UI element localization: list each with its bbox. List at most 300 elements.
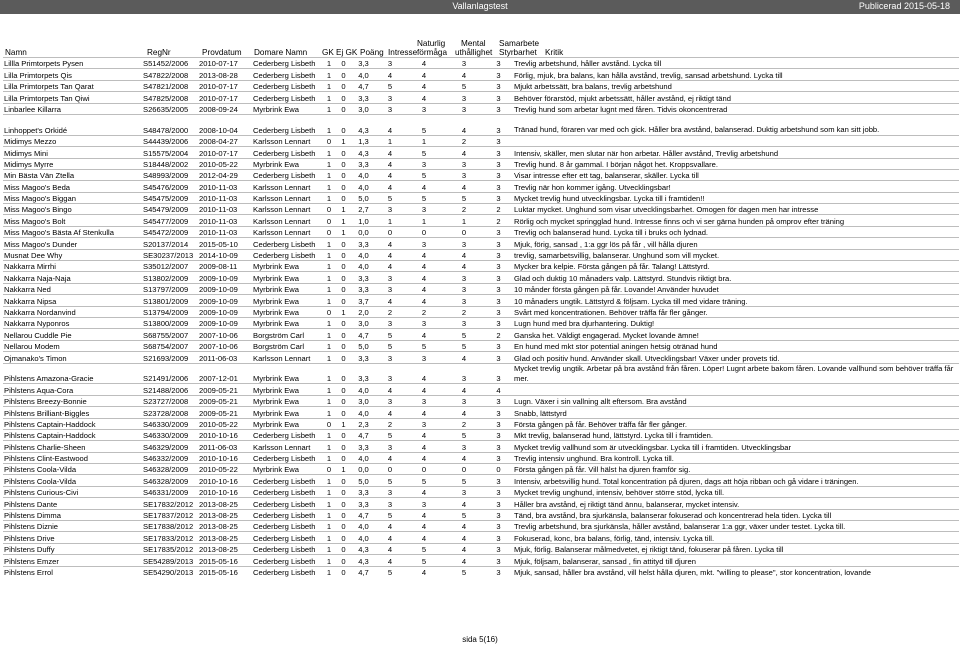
judge-name: Myrbrink Ewa <box>252 295 322 306</box>
gk-value: 1 <box>322 352 336 363</box>
cooperation-value: 4 <box>484 384 513 395</box>
reg-number: S35012/2007 <box>142 261 198 272</box>
mental-stamina-value: 5 <box>444 429 484 440</box>
ejgk-value: 0 <box>336 363 351 384</box>
cooperation-value: 3 <box>484 238 513 249</box>
judge-name: Karlsson Lennart <box>252 204 322 215</box>
judge-name: Karlsson Lennart <box>252 135 322 146</box>
critique-text: Mjukt arbetssätt, bra balans, trevlig arbetshund <box>513 80 959 91</box>
score-value: 4,7 <box>351 80 376 91</box>
critique-text: Fokuserad, konc, bra balans, förlig, tänd, intensiv. Lycka till. <box>513 532 959 543</box>
gk-value: 1 <box>322 543 336 554</box>
reg-number: SE17835/2012 <box>142 543 198 554</box>
gk-value: 1 <box>322 181 336 192</box>
interest-value: 4 <box>376 69 404 80</box>
judge-name: Cederberg Lisbeth <box>252 532 322 543</box>
cooperation-value: 3 <box>484 158 513 169</box>
dog-name: Miss Magoo's Biggan <box>3 192 142 203</box>
table-row <box>3 58 959 69</box>
mental-stamina-value: 4 <box>444 181 484 192</box>
interest-value: 4 <box>376 181 404 192</box>
natural-ability-value: 3 <box>404 238 444 249</box>
dog-name: Min Bästa Vän Ztella <box>3 169 142 180</box>
score-value: 3,0 <box>351 395 376 406</box>
mental-stamina-value: 5 <box>444 80 484 91</box>
judge-name: Cederberg Lisbeth <box>252 147 322 158</box>
critique-text: Behöver förarstöd, mjukt arbetssätt, håller avstånd, ej riktigt tänd <box>513 92 959 103</box>
interest-value: 4 <box>376 238 404 249</box>
mental-stamina-value: 5 <box>444 475 484 486</box>
dog-name: Miss Magoo's Bingo <box>3 204 142 215</box>
judge-name: Cederberg Lisbeth <box>252 543 322 554</box>
test-date: 2008-04-27 <box>198 135 252 146</box>
header-regnr: RegNr <box>147 48 171 57</box>
dog-name: Ojmanako's Timon <box>3 352 142 363</box>
interest-value: 0 <box>376 226 404 237</box>
mental-stamina-value: 4 <box>444 249 484 260</box>
mental-stamina-value: 3 <box>444 272 484 283</box>
dog-name: Pihlstens Aqua-Cora <box>3 384 142 395</box>
dog-name: Pihlstens Drive <box>3 532 142 543</box>
test-date: 2009-05-21 <box>198 407 252 418</box>
reg-number: S47825/2008 <box>142 92 198 103</box>
test-date: 2015-05-10 <box>198 238 252 249</box>
mental-stamina-value: 3 <box>444 92 484 103</box>
critique-text: Trevlig och balanserad hund. Lycka till i bruks och lydnad. <box>513 226 959 237</box>
gk-value: 1 <box>322 92 336 103</box>
natural-ability-value: 4 <box>404 58 444 69</box>
test-date: 2013-08-25 <box>198 543 252 554</box>
natural-ability-value: 4 <box>404 295 444 306</box>
reg-number: S18448/2002 <box>142 158 198 169</box>
ejgk-value: 0 <box>336 249 351 260</box>
dog-name: Lilla Primtorpets Qis <box>3 69 142 80</box>
ejgk-value: 1 <box>336 204 351 215</box>
test-date: 2010-07-17 <box>198 80 252 91</box>
judge-name: Cederberg Lisbeth <box>252 566 322 577</box>
score-value: 2,0 <box>351 306 376 317</box>
dog-name: Pihlstens Curious-Civi <box>3 486 142 497</box>
score-value: 3,3 <box>351 58 376 69</box>
interest-value: 5 <box>376 429 404 440</box>
cooperation-value: 3 <box>484 103 513 114</box>
natural-ability-value: 3 <box>404 498 444 509</box>
score-value: 3,3 <box>351 363 376 384</box>
test-date: 2013-08-25 <box>198 521 252 532</box>
critique-text: Trevlig intensiv unghund. Bra kontroll. Lycka till. <box>513 452 959 463</box>
header-naturlig-2: förmåga <box>417 48 448 57</box>
ejgk-value: 0 <box>336 283 351 294</box>
critique-text: Snabb, lättstyrd <box>513 407 959 418</box>
judge-name: Karlsson Lennart <box>252 352 322 363</box>
ejgk-value: 0 <box>336 238 351 249</box>
mental-stamina-value: 5 <box>444 509 484 520</box>
mental-stamina-value: 5 <box>444 192 484 203</box>
dog-name: Linhoppet's Orkidé <box>3 114 142 135</box>
cooperation-value: 3 <box>484 340 513 351</box>
natural-ability-value: 4 <box>404 283 444 294</box>
judge-name: Cederberg Lisbeth <box>252 486 322 497</box>
gk-value: 0 <box>322 215 336 226</box>
gk-value: 1 <box>322 103 336 114</box>
cooperation-value: 3 <box>484 486 513 497</box>
reg-number: S46330/2009 <box>142 429 198 440</box>
gk-value: 1 <box>322 158 336 169</box>
cooperation-value: 3 <box>484 283 513 294</box>
natural-ability-value: 5 <box>404 340 444 351</box>
score-value: 3,3 <box>351 486 376 497</box>
test-date: 2015-05-16 <box>198 566 252 577</box>
judge-name: Cederberg Lisbeth <box>252 452 322 463</box>
dog-name: Nakkarra Nipsa <box>3 295 142 306</box>
ejgk-value: 0 <box>336 429 351 440</box>
test-date: 2009-08-11 <box>198 261 252 272</box>
natural-ability-value: 4 <box>404 532 444 543</box>
table-row <box>3 295 959 306</box>
mental-stamina-value: 4 <box>444 532 484 543</box>
gk-value: 1 <box>322 395 336 406</box>
critique-text: Ganska het. Väldigt engagerad. Mycket lovande ämne! <box>513 329 959 340</box>
ejgk-value: 0 <box>336 384 351 395</box>
test-date: 2009-10-09 <box>198 283 252 294</box>
critique-text: Mycket trevlig hund utvecklingsbar. Lycka till i framtiden!! <box>513 192 959 203</box>
judge-name: Myrbrink Ewa <box>252 464 322 475</box>
header-domare: Domare Namn <box>254 48 308 57</box>
score-value: 3,3 <box>351 352 376 363</box>
test-date: 2009-10-09 <box>198 272 252 283</box>
report-title: Vallanlagstest <box>452 1 508 11</box>
interest-value: 4 <box>376 158 404 169</box>
critique-text <box>513 135 959 146</box>
judge-name: Cederberg Lisbeth <box>252 521 322 532</box>
mental-stamina-value: 3 <box>444 295 484 306</box>
test-date: 2010-11-03 <box>198 181 252 192</box>
critique-text: Trevlig arbetshund, håller avstånd. Lycka till <box>513 58 959 69</box>
judge-name: Borgström Carl <box>252 329 322 340</box>
test-date: 2010-05-22 <box>198 418 252 429</box>
mental-stamina-value: 4 <box>444 498 484 509</box>
dog-name: Pihlstens Emzer <box>3 555 142 566</box>
ejgk-value: 0 <box>336 80 351 91</box>
ejgk-value: 0 <box>336 103 351 114</box>
cooperation-value: 3 <box>484 192 513 203</box>
mental-stamina-value: 3 <box>444 58 484 69</box>
ejgk-value: 0 <box>336 58 351 69</box>
interest-value: 3 <box>376 486 404 497</box>
reg-number: SE54289/2013 <box>142 555 198 566</box>
table-row <box>3 384 959 395</box>
mental-stamina-value: 3 <box>444 395 484 406</box>
dog-name: Midimys Myrre <box>3 158 142 169</box>
judge-name: Cederberg Lisbeth <box>252 92 322 103</box>
reg-number: S51452/2006 <box>142 58 198 69</box>
header-kritik: Kritik <box>545 48 564 57</box>
interest-value: 4 <box>376 407 404 418</box>
dog-name: Lilla Primtorpets Tan Qarat <box>3 80 142 91</box>
table-row <box>3 340 959 351</box>
cooperation-value: 3 <box>484 92 513 103</box>
reg-number: S21491/2006 <box>142 363 198 384</box>
mental-stamina-value: 4 <box>444 407 484 418</box>
mental-stamina-value: 5 <box>444 566 484 577</box>
dog-name: Midimys Mezzo <box>3 135 142 146</box>
cooperation-value: 3 <box>484 429 513 440</box>
score-value: 3,0 <box>351 103 376 114</box>
interest-value: 3 <box>376 363 404 384</box>
score-value: 4,3 <box>351 543 376 554</box>
header-intresse: Intresse <box>388 48 418 57</box>
interest-value: 5 <box>376 340 404 351</box>
mental-stamina-value: 4 <box>444 521 484 532</box>
interest-value: 3 <box>376 395 404 406</box>
critique-text: Trevlig hund som arbetar lugnt med fåren. Tidvis okoncentrerad <box>513 103 959 114</box>
judge-name: Cederberg Lisbeth <box>252 509 322 520</box>
gk-value: 1 <box>322 69 336 80</box>
judge-name: Myrbrink Ewa <box>252 306 322 317</box>
ejgk-value: 0 <box>336 475 351 486</box>
natural-ability-value: 5 <box>404 169 444 180</box>
natural-ability-value: 4 <box>404 407 444 418</box>
critique-text: Lugn. Växer i sin vallning allt eftersom. Bra avstånd <box>513 395 959 406</box>
judge-name: Cederberg Lisbeth <box>252 429 322 440</box>
gk-value: 0 <box>322 464 336 475</box>
test-date: 2010-11-03 <box>198 192 252 203</box>
ejgk-value: 1 <box>336 464 351 475</box>
critique-text: Intensiv, skäller, men slutar när hon arbetar. Håller avstånd, Trevlig arbetshund <box>513 147 959 158</box>
natural-ability-value: 0 <box>404 464 444 475</box>
score-value: 5,0 <box>351 340 376 351</box>
critique-text: Trevlig hund. 8 år gammal. I början något het. Kroppsvallare. <box>513 158 959 169</box>
header-ejgk: Ej GK <box>336 48 358 57</box>
judge-name: Karlsson Lennart <box>252 215 322 226</box>
ejgk-value: 0 <box>336 521 351 532</box>
score-value: 4,3 <box>351 147 376 158</box>
cooperation-value: 3 <box>484 80 513 91</box>
dog-name: Linbarlee Killarra <box>3 103 142 114</box>
cooperation-value: 3 <box>484 441 513 452</box>
ejgk-value: 0 <box>336 340 351 351</box>
test-date: 2010-05-22 <box>198 158 252 169</box>
critique-text: trevlig, samarbetsvillig, balanserar. Unghund som vill mycket. <box>513 249 959 260</box>
gk-value: 0 <box>322 226 336 237</box>
mental-stamina-value: 0 <box>444 464 484 475</box>
natural-ability-value: 3 <box>404 103 444 114</box>
ejgk-value: 0 <box>336 261 351 272</box>
judge-name: Cederberg Lisbeth <box>252 169 322 180</box>
gk-value: 1 <box>322 509 336 520</box>
interest-value: 2 <box>376 306 404 317</box>
score-value: 4,3 <box>351 114 376 135</box>
reg-number: S47822/2008 <box>142 69 198 80</box>
dog-name: Nellarou Modem <box>3 340 142 351</box>
ejgk-value: 0 <box>336 452 351 463</box>
reg-number: S26635/2005 <box>142 103 198 114</box>
dog-name: Pihlstens Errol <box>3 566 142 577</box>
table-row <box>3 158 959 169</box>
mental-stamina-value: 4 <box>444 543 484 554</box>
ejgk-value: 0 <box>336 509 351 520</box>
dog-name: Lilla Primtorpets Tan Qiwi <box>3 92 142 103</box>
dog-name: Pihlstens Coola-Vilda <box>3 475 142 486</box>
score-value: 4,0 <box>351 532 376 543</box>
score-value: 4,0 <box>351 169 376 180</box>
natural-ability-value: 3 <box>404 318 444 329</box>
judge-name: Myrbrink Ewa <box>252 418 322 429</box>
header-provdatum: Provdatum <box>202 48 242 57</box>
mental-stamina-value: 3 <box>444 169 484 180</box>
interest-value: 5 <box>376 192 404 203</box>
cooperation-value: 3 <box>484 352 513 363</box>
critique-text: Mjuk, förig, sansad , 1:a ggr lös på får , vill hålla djuren <box>513 238 959 249</box>
header-naturlig-1: Naturlig <box>417 39 446 48</box>
cooperation-value: 3 <box>484 555 513 566</box>
table-row <box>3 566 959 577</box>
gk-value: 1 <box>322 555 336 566</box>
ejgk-value: 0 <box>336 441 351 452</box>
judge-name: Myrbrink Ewa <box>252 261 322 272</box>
gk-value: 1 <box>322 249 336 260</box>
judge-name: Myrbrink Ewa <box>252 363 322 384</box>
test-date: 2007-10-06 <box>198 329 252 340</box>
ejgk-value: 0 <box>336 169 351 180</box>
critique-text: 10 månaders ungtik. Lättstyrd & följsam. Lycka till med vidare träning. <box>513 295 959 306</box>
interest-value: 4 <box>376 555 404 566</box>
table-row <box>3 509 959 520</box>
ejgk-value: 0 <box>336 329 351 340</box>
mental-stamina-value: 3 <box>444 103 484 114</box>
judge-name: Cederberg Lisbeth <box>252 555 322 566</box>
interest-value: 4 <box>376 532 404 543</box>
header-samarbete-2: Styrbarhet <box>499 48 537 57</box>
score-value: 3,3 <box>351 498 376 509</box>
score-value: 4,0 <box>351 249 376 260</box>
reg-number: S15575/2004 <box>142 147 198 158</box>
gk-value: 1 <box>322 295 336 306</box>
interest-value: 5 <box>376 329 404 340</box>
test-date: 2010-07-17 <box>198 147 252 158</box>
score-value: 4,0 <box>351 181 376 192</box>
mental-stamina-value: 4 <box>444 555 484 566</box>
critique-text: Rörlig och mycket springglad hund. Intresse finns och vi ser gärna hunden på omprov efter träning <box>513 215 959 226</box>
table-row <box>3 181 959 192</box>
judge-name: Cederberg Lisbeth <box>252 475 322 486</box>
interest-value: 4 <box>376 261 404 272</box>
table-row <box>3 543 959 554</box>
interest-value: 4 <box>376 295 404 306</box>
judge-name: Borgström Carl <box>252 340 322 351</box>
judge-name: Myrbrink Ewa <box>252 407 322 418</box>
ejgk-value: 0 <box>336 486 351 497</box>
interest-value: 4 <box>376 452 404 463</box>
reg-number: S13802/2009 <box>142 272 198 283</box>
critique-text: Mycket trevlig ungtik. Arbetar på bra avstånd från fåren. Löper! Lugnt arbete bakom fåren. Lovande vallhund som behöver träffa får mer. <box>513 363 959 384</box>
test-date: 2010-07-17 <box>198 92 252 103</box>
cooperation-value: 2 <box>484 215 513 226</box>
score-value: 2,3 <box>351 418 376 429</box>
gk-value: 1 <box>322 429 336 440</box>
natural-ability-value: 5 <box>404 147 444 158</box>
cooperation-value: 3 <box>484 181 513 192</box>
natural-ability-value: 4 <box>404 181 444 192</box>
natural-ability-value: 4 <box>404 363 444 384</box>
dog-name: Pihlstens Dante <box>3 498 142 509</box>
ejgk-value: 0 <box>336 566 351 577</box>
score-value: 4,0 <box>351 261 376 272</box>
ejgk-value: 0 <box>336 192 351 203</box>
ejgk-value: 0 <box>336 181 351 192</box>
test-date: 2013-08-28 <box>198 69 252 80</box>
table-row <box>3 306 959 317</box>
natural-ability-value: 3 <box>404 395 444 406</box>
table-row <box>3 114 959 135</box>
gk-value: 1 <box>322 532 336 543</box>
gk-value: 1 <box>322 58 336 69</box>
table-row <box>3 475 959 486</box>
critique-text <box>513 384 959 395</box>
critique-text: 10 månder första gången på får. Lovande! Använder huvudet <box>513 283 959 294</box>
test-date: 2010-05-22 <box>198 464 252 475</box>
mental-stamina-value: 0 <box>444 226 484 237</box>
natural-ability-value: 3 <box>404 418 444 429</box>
test-date: 2008-10-04 <box>198 114 252 135</box>
score-value: 5,0 <box>351 192 376 203</box>
table-row <box>3 226 959 237</box>
critique-text: En hund med mkt stor potential aningen hetsig otränad hund <box>513 340 959 351</box>
dog-name: Pihlstens Diznie <box>3 521 142 532</box>
ejgk-value: 0 <box>336 395 351 406</box>
cooperation-value: 3 <box>484 475 513 486</box>
cooperation-value: 3 <box>484 69 513 80</box>
test-date: 2007-10-06 <box>198 340 252 351</box>
ejgk-value: 0 <box>336 295 351 306</box>
judge-name: Cederberg Lisbeth <box>252 249 322 260</box>
table-row <box>3 169 959 180</box>
table-row <box>3 532 959 543</box>
critique-text: Trevlig arbetshund, bra sjurkänsla, håller avstånd, balanserar 1:a ggr, växer under testet. Lycka till. <box>513 521 959 532</box>
cooperation-value: 3 <box>484 509 513 520</box>
table-row <box>3 452 959 463</box>
test-date: 2013-08-25 <box>198 509 252 520</box>
ejgk-value: 0 <box>336 318 351 329</box>
critique-text: Svårt med koncentrationen. Behöver träffa får fler gånger. <box>513 306 959 317</box>
mental-stamina-value: 3 <box>444 441 484 452</box>
cooperation-value: 3 <box>484 147 513 158</box>
judge-name: Cederberg Lisbeth <box>252 114 322 135</box>
header-mental-1: Mental <box>461 39 486 48</box>
score-value: 3,3 <box>351 158 376 169</box>
interest-value: 3 <box>376 58 404 69</box>
judge-name: Myrbrink Ewa <box>252 283 322 294</box>
mental-stamina-value: 2 <box>444 204 484 215</box>
cooperation-value: 3 <box>484 135 513 146</box>
critique-text: Glad och positiv hund. Använder skall. Utvecklingsbar! Växer under provets tid. <box>513 352 959 363</box>
score-value: 3,3 <box>351 272 376 283</box>
header-namn: Namn <box>5 48 27 57</box>
score-value: 3,0 <box>351 318 376 329</box>
judge-name: Karlsson Lennart <box>252 441 322 452</box>
table-row <box>3 429 959 440</box>
table-row <box>3 192 959 203</box>
test-date: 2010-10-16 <box>198 452 252 463</box>
score-value: 4,0 <box>351 452 376 463</box>
table-row <box>3 498 959 509</box>
critique-text: Första gången på får. Behöver träffa får fler gånger. <box>513 418 959 429</box>
dog-name: Midimys Mini <box>3 147 142 158</box>
cooperation-value: 3 <box>484 532 513 543</box>
natural-ability-value: 3 <box>404 204 444 215</box>
judge-name: Karlsson Lennart <box>252 181 322 192</box>
reg-number: S13801/2009 <box>142 295 198 306</box>
